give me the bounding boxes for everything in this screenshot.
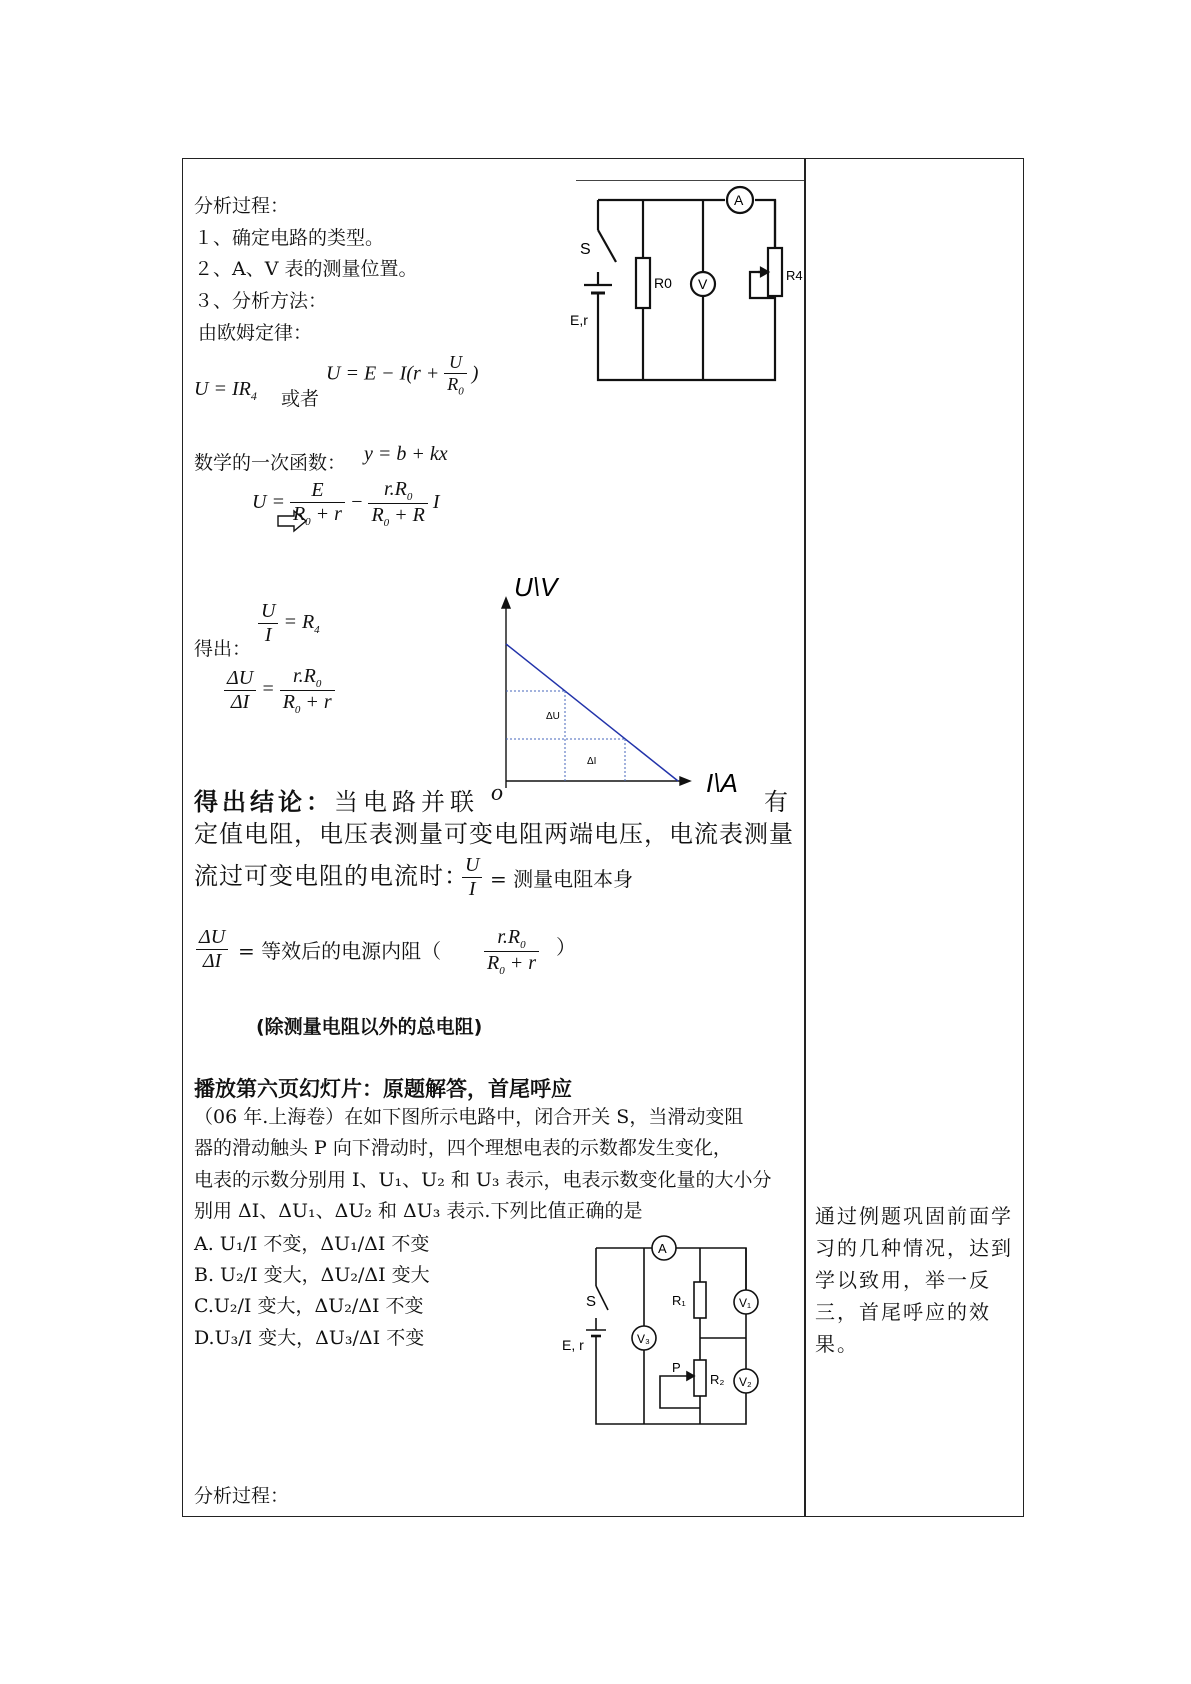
question-line-3: 电表的示数分别用 I、U₁、U₂ 和 U₃ 表示，电表示数变化量的大小分 bbox=[194, 1169, 772, 1191]
c2-r2-label: R₂ bbox=[710, 1372, 725, 1387]
option-c: C.U₂/I 变大，ΔU₂/ΔI 不变 bbox=[194, 1295, 424, 1317]
switch-label: S bbox=[580, 241, 591, 258]
conclusion-line1-end: 有 bbox=[764, 788, 789, 816]
y-axis-label: U\V bbox=[514, 572, 558, 602]
option-b: B. U₂/I 变大，ΔU₂/ΔI 变大 bbox=[194, 1264, 430, 1286]
analysis-2: 分析过程： bbox=[194, 1485, 290, 1507]
x-axis-label: I\A bbox=[706, 768, 738, 798]
voltmeter-label: V bbox=[698, 276, 708, 292]
eq-du-di: $\frac{\Delta U}{\Delta I}$ = $\frac{r.R_0}{R_0 + r}$ bbox=[224, 665, 335, 716]
ammeter-label: A bbox=[734, 192, 744, 208]
c2-v1-label: V₁ bbox=[739, 1296, 752, 1310]
c2-r1-label: R₁ bbox=[672, 1293, 686, 1308]
c2-battery-label: E, r bbox=[562, 1337, 584, 1353]
question-line-2: 器的滑动触头 P 向下滑动时，四个理想电表的示数都发生变化， bbox=[194, 1137, 732, 1159]
r4-label: R4 bbox=[786, 268, 803, 283]
conclusion-line4-close: ） bbox=[556, 935, 576, 959]
column-divider bbox=[804, 158, 806, 1517]
c2-v2-label: V₂ bbox=[739, 1375, 752, 1389]
step-2: ２、A、V 表的测量位置。 bbox=[194, 258, 418, 280]
linear-eq: y = b + kx bbox=[364, 443, 448, 465]
play-heading: 播放第六页幻灯片：原题解答，首尾呼应 bbox=[194, 1077, 572, 1101]
eq-ohm: $U = IR_4$ bbox=[194, 378, 257, 403]
step-3: ３、分析方法： bbox=[194, 290, 328, 312]
conclusion-line-3: 流过可变电阻的电流时： bbox=[194, 862, 469, 890]
circuit-diagram-2 bbox=[550, 1226, 770, 1434]
conclusion-line-1 bbox=[194, 786, 479, 818]
eq-u-over-i: $\frac{U}{I}$ = $R_4$ bbox=[258, 600, 320, 647]
circuit-diagram-1 bbox=[560, 180, 803, 390]
conclusion-note: (除测量电阻以外的总电阻) bbox=[256, 1016, 483, 1038]
side-note: 通过例题巩固前面学习的几种情况，达到学以致用，举一反三，首尾呼应的效果。 bbox=[815, 1204, 1013, 1356]
conclusion-head: 得出结论： bbox=[194, 787, 334, 816]
analysis-title: 分析过程： bbox=[194, 195, 290, 217]
or-label: 或者 bbox=[281, 388, 320, 410]
eq-du-di-2: $\frac{\Delta U}{\Delta I}$ bbox=[196, 926, 228, 973]
battery-label: E,r bbox=[570, 312, 588, 328]
delta-u-label: ΔU bbox=[546, 711, 560, 722]
implies-arrow-icon bbox=[276, 510, 308, 532]
delta-i-label: ΔI bbox=[587, 756, 597, 767]
c2-ammeter-label: A bbox=[658, 1241, 667, 1256]
origin-label: o bbox=[491, 780, 503, 806]
u-i-graph bbox=[486, 568, 756, 798]
derive-label: 得出： bbox=[194, 638, 252, 660]
option-a: A. U₁/I 不变，ΔU₁/ΔI 不变 bbox=[194, 1233, 430, 1255]
c2-switch-label: S bbox=[586, 1293, 597, 1310]
conclusion-line3-tail: = 测量电阻本身 bbox=[490, 867, 634, 891]
c2-p-label: P bbox=[672, 1360, 681, 1375]
question-line-4: 别用 ΔI、ΔU₁、ΔU₂ 和 ΔU₃ 表示.下列比值正确的是 bbox=[194, 1200, 643, 1222]
eq-full-circuit: U = E − I(r + $\frac{U}{R_0}$ ) bbox=[326, 352, 479, 398]
question-line-1: （06 年.上海卷）在如下图所示电路中，闭合开关 S，当滑动变阻 bbox=[194, 1106, 744, 1128]
option-d: D.U₃/I 变大，ΔU₃/ΔI 不变 bbox=[194, 1327, 425, 1349]
ohm-law-label: 由欧姆定律： bbox=[198, 322, 313, 344]
conclusion-line-2: 定值电阻，电压表测量可变电阻两端电压，电流表测量 bbox=[194, 820, 794, 848]
eq-rr0-fraction: $\frac{r.R_0}{R_0 + r}$ bbox=[484, 926, 539, 977]
conclusion-line4-tail: = 等效后的电源内阻（ bbox=[238, 939, 442, 963]
eq-u-linear: U = $\frac{E}{R_0 + r}$ − $\frac{r.R_0}{R_0 + R}$ I bbox=[252, 478, 440, 529]
conclusion-line1-text: 当电路并联 bbox=[334, 788, 479, 816]
eq-u-i-fraction: $\frac{U}{I}$ bbox=[462, 854, 482, 901]
r0-label: R0 bbox=[654, 275, 672, 291]
c2-v3-label: V₃ bbox=[637, 1332, 650, 1346]
step-1: １、确定电路的类型。 bbox=[194, 227, 385, 249]
linear-label: 数学的一次函数： bbox=[194, 452, 347, 474]
